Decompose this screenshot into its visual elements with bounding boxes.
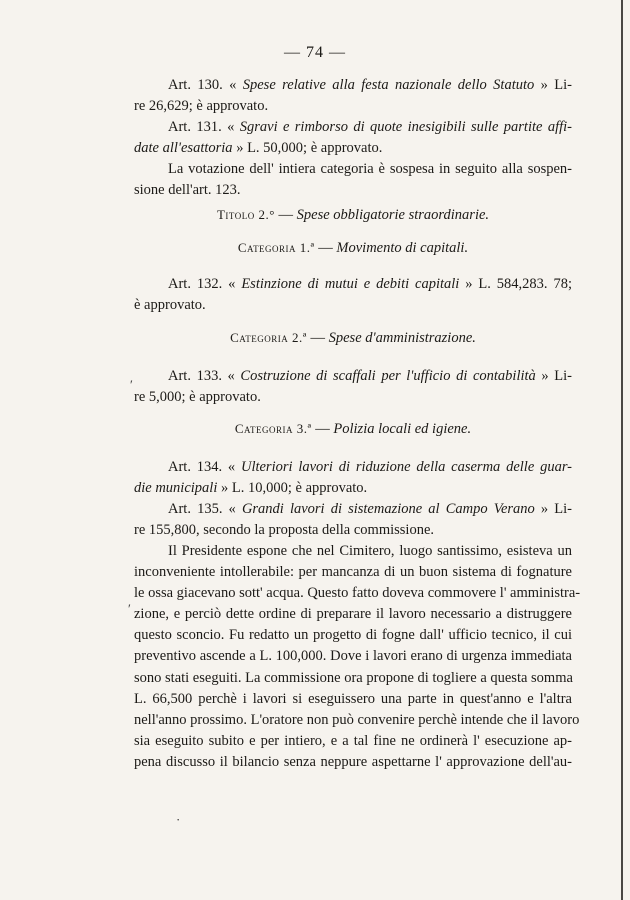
article-133-line-1: Art. 133. « Costruzione di scaffali per l'ufficio di contabilità » Li- bbox=[168, 368, 572, 384]
titolo-heading: Titolo 2.° — Spese obbligatorie straordinarie. bbox=[216, 207, 490, 223]
presidente-line-11: pena discusso il bilancio senza neppure aspettarne l' approvazione dell'au- bbox=[134, 753, 572, 770]
presidente-line-5: questo sconcio. Fu redatto un progetto di fogne dall' ufficio tecnico, il cui bbox=[134, 627, 572, 644]
categoria-2-heading: Categoria 2.ª — Spese d'amministrazione. bbox=[230, 330, 476, 346]
categoria-1-title: Movimento di capitali. bbox=[336, 240, 469, 256]
presidente-line-9: nell'anno prossimo. L'oratore non può convenire perchè intende che il lavoro bbox=[134, 711, 580, 728]
stray-mark: ′ bbox=[128, 601, 131, 616]
titolo-label: Titolo 2.° bbox=[216, 207, 275, 222]
stray-mark: ′ bbox=[130, 377, 133, 392]
stray-dot: · bbox=[176, 812, 181, 827]
votazione-line-1: La votazione dell' intiera categoria è sospesa in seguito alla sospen- bbox=[168, 161, 572, 177]
presidente-line-2: inconveniente intollerabile: per mancanza di un buon sistema di fognature bbox=[134, 564, 572, 581]
categoria-3-title: Polizia locali ed igiene. bbox=[333, 421, 472, 437]
votazione-line-2: sione dell'art. 123. bbox=[134, 182, 241, 199]
article-132-line-2: è approvato. bbox=[134, 297, 206, 314]
article-134-line-1: Art. 134. « Ulteriori lavori di riduzione della caserma delle guar- bbox=[168, 459, 572, 475]
article-131-line-2: date all'esattoria » L. 50,000; è approvato. bbox=[134, 140, 383, 157]
article-130 bbox=[134, 75, 572, 117]
presidente-line-7: sono stati eseguiti. La commissione ora propone di togliere a questa somma bbox=[134, 669, 573, 686]
presidente-line-1: Il Presidente espone che nel Cimitero, luogo santissimo, esisteva un bbox=[168, 543, 572, 559]
article-132 bbox=[134, 274, 572, 316]
page-edge-line bbox=[621, 0, 623, 900]
article-135-line-1: Art. 135. « Grandi lavori di sistemazione al Campo Verano » Li- bbox=[168, 501, 572, 517]
presidente-paragraph bbox=[134, 541, 581, 773]
article-131-line-1: Art. 131. « Sgravi e rimborso di quote inesigibili sulle partite affi- bbox=[168, 119, 572, 135]
page-number: — 74 — bbox=[284, 44, 346, 61]
article-133 bbox=[134, 366, 572, 408]
categoria-1-label: Categoria 1.ª bbox=[237, 240, 315, 255]
titolo-title: Spese obbligatorie straordinarie. bbox=[296, 207, 490, 223]
article-130-line-2: re 26,629; è approvato. bbox=[134, 98, 269, 115]
article-130-line-1: Art. 130. « Spese relative alla festa nazionale dello Statuto » Li- bbox=[168, 77, 572, 93]
presidente-line-3: le ossa giacevano sott' acqua. Questo fatto doveva commovere l' amministra- bbox=[134, 585, 581, 602]
article-134 bbox=[134, 457, 572, 499]
categoria-3-label: Categoria 3.ª bbox=[234, 421, 312, 436]
article-132-line-1: Art. 132. « Estinzione di mutui e debiti capitali » L. 584,283. 78; bbox=[168, 276, 572, 292]
article-131 bbox=[134, 117, 572, 159]
article-135-line-2: re 155,800, secondo la proposta della commissione. bbox=[134, 522, 435, 539]
votazione-paragraph bbox=[134, 159, 572, 201]
presidente-line-6: preventivo ascende a L. 100,000. Dove i lavori erano di urgenza immediata bbox=[134, 648, 572, 665]
presidente-line-10: sia eseguito subito e per intiero, e a tal fine ne ordinerà l' esecuzione ap- bbox=[134, 732, 572, 749]
article-133-line-2: re 5,000; è approvato. bbox=[134, 389, 261, 406]
presidente-line-4: zione, e perciò dette ordine di preparare il lavoro necessario a distruggere bbox=[134, 606, 572, 623]
categoria-3-heading: Categoria 3.ª — Polizia locali ed igiene. bbox=[234, 421, 472, 437]
categoria-2-title: Spese d'amministrazione. bbox=[328, 330, 476, 346]
article-135 bbox=[134, 499, 572, 541]
presidente-line-8: L. 66,500 perchè i lavori si eseguissero una parte in quest'anno e l'altra bbox=[134, 690, 572, 707]
categoria-1-heading: Categoria 1.ª — Movimento di capitali. bbox=[237, 240, 469, 256]
categoria-2-label: Categoria 2.ª bbox=[230, 330, 307, 345]
article-134-line-2: die municipali » L. 10,000; è approvato. bbox=[134, 480, 368, 497]
